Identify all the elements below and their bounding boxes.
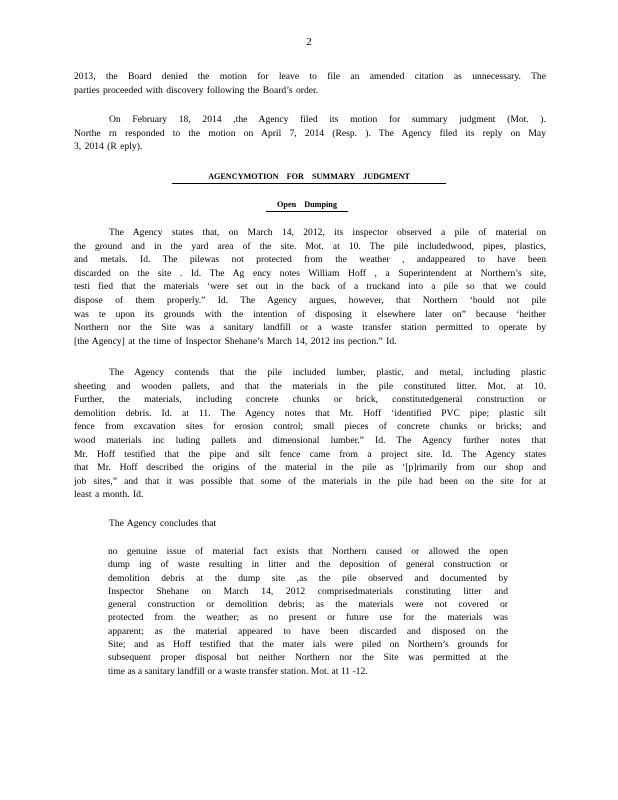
quote-line: subsequent proper disposal but neither Northern nor the Site was permitted at the: [108, 652, 508, 664]
heading-underline: [172, 183, 446, 184]
text-line: wood materials inc luding pallets and dimensional lumber.” Id. The Agency further notes that: [74, 434, 546, 446]
subheading-underline: [266, 211, 348, 212]
quote-line: general construction or demolition debris; as the materials were not covered or: [108, 599, 508, 611]
text-line: discarded on the site . Id. The Ag ency notes William Hoff , a Superintendent at Northern’s site,: [74, 267, 546, 279]
text-line: Mr. Hoff testified that the pipe and silt fence came from a project site. Id. The Agency states: [74, 448, 546, 460]
text-line: The Agency states that, on March 14, 2012, its inspector observed a pile of material on: [109, 227, 546, 238]
paragraph-agency-contends: [74, 366, 546, 502]
subsection-heading: [266, 200, 348, 210]
text-line: Further, the materials, including concrete chunks or brick, constitutedgeneral construction or: [74, 394, 546, 406]
text-line: The Agency concludes that: [109, 518, 217, 529]
text-line: Northe rn responded to the motion on April 7, 2014 (Resp. ). The Agency filed its reply on May: [74, 127, 546, 139]
text-line: sheeting and wooden pallets, and that the materials in the pile constituted litter. Mot. at 10.: [74, 380, 546, 392]
text-line: parties proceeded with discovery following the Board’s order.: [74, 84, 319, 96]
section-heading: [172, 172, 446, 182]
text-line: [the Agency] at the time of Inspector Shehane’s March 14, 2012 ins pection.” Id.: [74, 335, 397, 347]
quote-line: protected from the weather; as no present or future use for the materials was: [108, 612, 508, 624]
quote-line: apparent; as the material appeared to have been discarded and disposed on the: [108, 625, 508, 637]
text-line: testi fied that the materials ‘were set out in the back of a truckand into a pile so that we could: [74, 281, 546, 293]
text-line: and metals. Id. The pilewas not protected from the weather , andappeared to have been: [74, 254, 546, 266]
paragraph-filings: [74, 113, 546, 154]
block-quote: [108, 545, 508, 678]
quote-line: time as a sanitary landfill or a waste transfer station. Mot. at 11 -12.: [108, 665, 368, 677]
text-line: the ground and in the yard area of the site. Mot. at 10. The pile includedwood, pipes, plastics,: [74, 240, 546, 252]
text-line: Northern nor the Site was a sanitary landfill or a waste transfer station permitted to operate by: [74, 322, 546, 334]
paragraph-procedural-history: [74, 70, 546, 97]
text-line: job sites,” and that it was possible that some of the materials in the pile had been on the site for at: [74, 475, 546, 487]
text-line: least a month. Id.: [74, 489, 144, 501]
text-line: was te upon its grounds with the intention of disposing it elsewhere later on” because ‘heither: [74, 308, 546, 320]
quote-line: demolition debris at the dump site ,as the pile observed and documented by: [108, 572, 508, 584]
text-line: that Mr. Hoff described the origins of the material in the pile as ‘[p]rimarily from our shop and: [74, 462, 546, 474]
text-line: The Agency contends that the pile included lumber, plastic, and metal, including plastic: [109, 367, 546, 378]
quote-line: dump ing of waste resulting in litter and the deposition of general construction or: [108, 559, 508, 571]
section-heading-text: AGENCYMOTION FOR SUMMARY JUDGMENT: [208, 172, 410, 181]
text-line: 2013, the Board denied the motion for leave to file an amended citation as unnecessary. The: [74, 71, 546, 82]
text-line: 3, 2014 (R eply).: [74, 141, 143, 153]
page-number: 2: [306, 36, 312, 48]
quote-line: Site; and as Hoff testified that the mater ials were piled on Northern’s grounds for: [108, 639, 508, 651]
text-line: dispose of them properly.” Id. The Agency argues, however, that Northern ‘bould not pile: [74, 294, 546, 306]
paragraph-agency-states: [74, 226, 546, 348]
quote-line: no genuine issue of material fact exists that Northern caused or allowed the open: [108, 546, 508, 557]
text-line: fence from excavation sites for erosion control; small pieces of concrete chunks or bricks; and: [74, 421, 546, 433]
text-line: demolition debris. Id. at 11. The Agency notes that Mr. Hoff ‘identified PVC pipe; plastic silt: [74, 407, 546, 419]
text-line: On February 18, 2014 ,the Agency filed its motion for summary judgment (Mot. ).: [109, 114, 546, 125]
quote-line: Inspector Shehane on March 14, 2012 comprisedmaterials constituting litter and: [108, 585, 508, 597]
paragraph-agency-concludes: [74, 517, 546, 531]
subsection-heading-text: Open Dumping: [277, 200, 337, 209]
